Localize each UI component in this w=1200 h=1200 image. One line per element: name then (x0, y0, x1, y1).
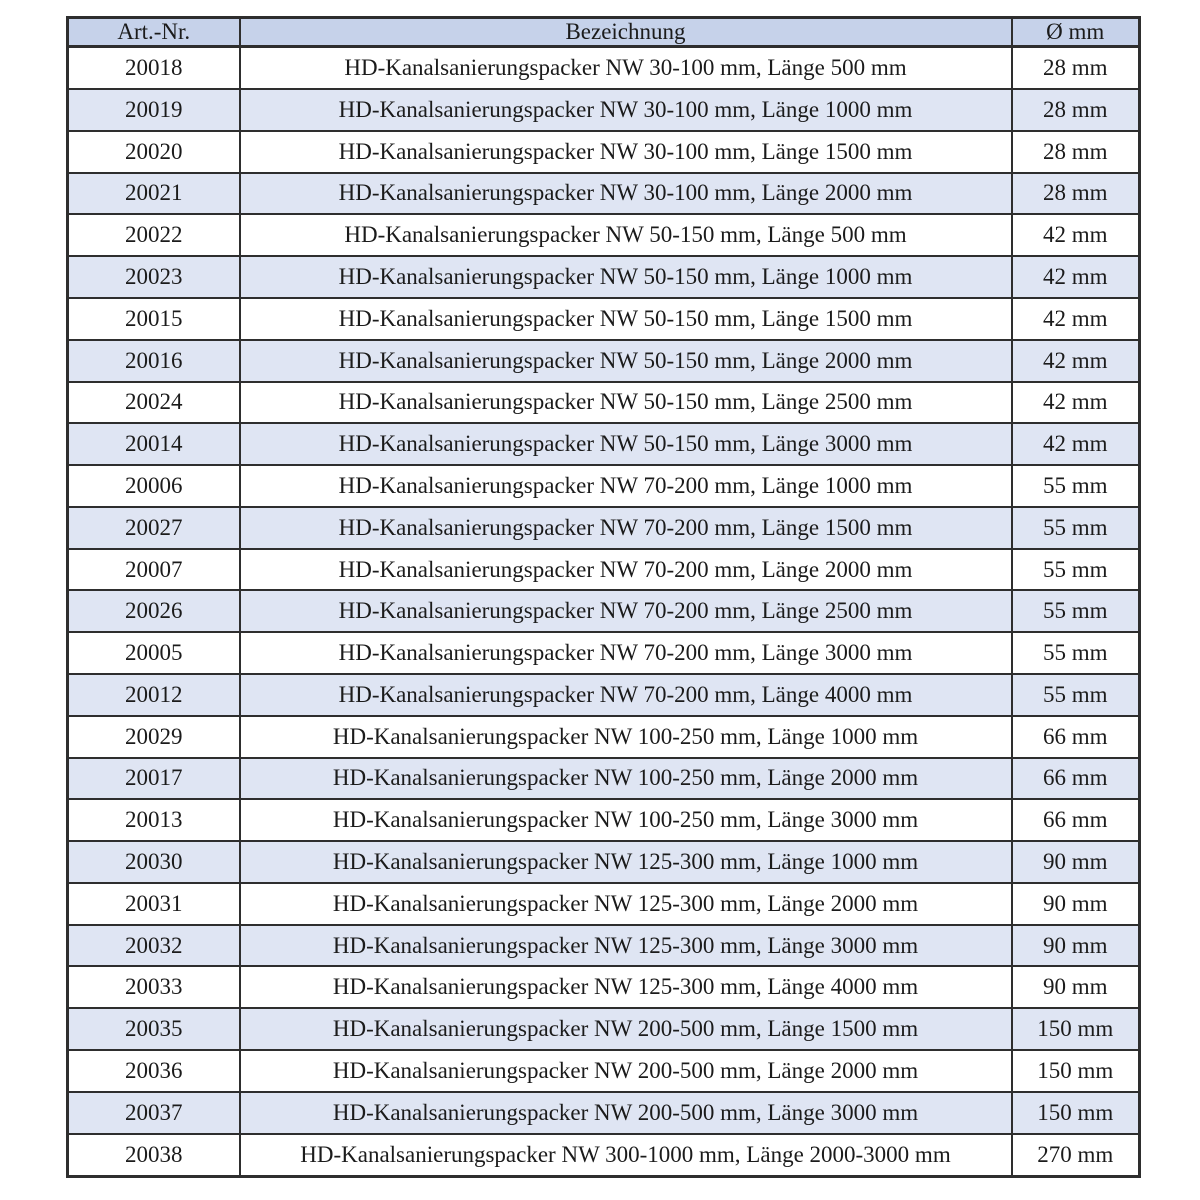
cell-bezeichnung: HD-Kanalsanierungspacker NW 50-150 mm, Länge 500 mm (240, 214, 1012, 256)
cell-bezeichnung: HD-Kanalsanierungspacker NW 30-100 mm, Länge 2000 mm (240, 173, 1012, 215)
cell-bezeichnung: HD-Kanalsanierungspacker NW 200-500 mm, Länge 3000 mm (240, 1092, 1012, 1134)
cell-bezeichnung: HD-Kanalsanierungspacker NW 50-150 mm, Länge 2500 mm (240, 382, 1012, 424)
table-row (68, 632, 1140, 674)
table-row (68, 340, 1140, 382)
cell-diameter: 42 mm (1012, 214, 1140, 256)
cell-art_nr: 20016 (68, 340, 240, 382)
table-row (68, 674, 1140, 716)
cell-bezeichnung: HD-Kanalsanierungspacker NW 30-100 mm, Länge 500 mm (240, 47, 1012, 90)
cell-bezeichnung: HD-Kanalsanierungspacker NW 50-150 mm, Länge 2000 mm (240, 340, 1012, 382)
cell-diameter: 90 mm (1012, 841, 1140, 883)
cell-bezeichnung: HD-Kanalsanierungspacker NW 70-200 mm, Länge 2000 mm (240, 549, 1012, 591)
cell-art_nr: 20015 (68, 298, 240, 340)
cell-diameter: 66 mm (1012, 758, 1140, 800)
table-row (68, 590, 1140, 632)
cell-art_nr: 20030 (68, 841, 240, 883)
cell-diameter: 66 mm (1012, 716, 1140, 758)
table-row (68, 841, 1140, 883)
cell-art_nr: 20033 (68, 966, 240, 1008)
product-table (66, 16, 1141, 1178)
cell-diameter: 42 mm (1012, 256, 1140, 298)
cell-bezeichnung: HD-Kanalsanierungspacker NW 70-200 mm, Länge 2500 mm (240, 590, 1012, 632)
column-header-diameter: Ø mm (1012, 18, 1140, 47)
table-row (68, 549, 1140, 591)
cell-art_nr: 20013 (68, 799, 240, 841)
cell-diameter: 42 mm (1012, 298, 1140, 340)
cell-diameter: 150 mm (1012, 1008, 1140, 1050)
table-row (68, 423, 1140, 465)
cell-diameter: 66 mm (1012, 799, 1140, 841)
cell-bezeichnung: HD-Kanalsanierungspacker NW 50-150 mm, Länge 1500 mm (240, 298, 1012, 340)
column-header-artnr: Art.-Nr. (68, 18, 240, 47)
cell-art_nr: 20031 (68, 883, 240, 925)
cell-diameter: 55 mm (1012, 632, 1140, 674)
table-row (68, 214, 1140, 256)
table-row (68, 966, 1140, 1008)
cell-diameter: 90 mm (1012, 925, 1140, 967)
cell-art_nr: 20014 (68, 423, 240, 465)
cell-art_nr: 20026 (68, 590, 240, 632)
cell-art_nr: 20018 (68, 47, 240, 90)
header-row (68, 18, 1140, 47)
cell-art_nr: 20032 (68, 925, 240, 967)
cell-bezeichnung: HD-Kanalsanierungspacker NW 125-300 mm, Länge 4000 mm (240, 966, 1012, 1008)
table-row (68, 256, 1140, 298)
table-row (68, 382, 1140, 424)
cell-diameter: 42 mm (1012, 423, 1140, 465)
cell-diameter: 55 mm (1012, 507, 1140, 549)
table-row (68, 131, 1140, 173)
cell-bezeichnung: HD-Kanalsanierungspacker NW 200-500 mm, Länge 2000 mm (240, 1050, 1012, 1092)
cell-diameter: 55 mm (1012, 590, 1140, 632)
cell-art_nr: 20007 (68, 549, 240, 591)
table-row (68, 1008, 1140, 1050)
cell-art_nr: 20024 (68, 382, 240, 424)
cell-bezeichnung: HD-Kanalsanierungspacker NW 125-300 mm, Länge 3000 mm (240, 925, 1012, 967)
table-row (68, 1134, 1140, 1177)
cell-bezeichnung: HD-Kanalsanierungspacker NW 70-200 mm, Länge 3000 mm (240, 632, 1012, 674)
cell-diameter: 55 mm (1012, 549, 1140, 591)
cell-art_nr: 20037 (68, 1092, 240, 1134)
cell-art_nr: 20020 (68, 131, 240, 173)
cell-bezeichnung: HD-Kanalsanierungspacker NW 30-100 mm, Länge 1500 mm (240, 131, 1012, 173)
cell-diameter: 42 mm (1012, 340, 1140, 382)
cell-art_nr: 20036 (68, 1050, 240, 1092)
cell-diameter: 28 mm (1012, 47, 1140, 90)
table-row (68, 298, 1140, 340)
cell-bezeichnung: HD-Kanalsanierungspacker NW 70-200 mm, Länge 4000 mm (240, 674, 1012, 716)
table-body (68, 47, 1140, 1177)
cell-diameter: 42 mm (1012, 382, 1140, 424)
cell-bezeichnung: HD-Kanalsanierungspacker NW 70-200 mm, Länge 1000 mm (240, 465, 1012, 507)
cell-diameter: 28 mm (1012, 89, 1140, 131)
table-row (68, 799, 1140, 841)
product-table-container (66, 16, 1138, 1178)
table-row (68, 1092, 1140, 1134)
cell-art_nr: 20029 (68, 716, 240, 758)
cell-diameter: 28 mm (1012, 173, 1140, 215)
cell-art_nr: 20017 (68, 758, 240, 800)
cell-bezeichnung: HD-Kanalsanierungspacker NW 300-1000 mm, Länge 2000-3000 mm (240, 1134, 1012, 1177)
column-header-bezeichnung: Bezeichnung (240, 18, 1012, 47)
cell-diameter: 55 mm (1012, 465, 1140, 507)
cell-bezeichnung: HD-Kanalsanierungspacker NW 50-150 mm, Länge 3000 mm (240, 423, 1012, 465)
cell-art_nr: 20038 (68, 1134, 240, 1177)
table-row (68, 465, 1140, 507)
cell-art_nr: 20019 (68, 89, 240, 131)
cell-bezeichnung: HD-Kanalsanierungspacker NW 70-200 mm, Länge 1500 mm (240, 507, 1012, 549)
table-header (68, 18, 1140, 47)
cell-art_nr: 20022 (68, 214, 240, 256)
table-row (68, 173, 1140, 215)
table-row (68, 758, 1140, 800)
table-row (68, 47, 1140, 90)
cell-bezeichnung: HD-Kanalsanierungspacker NW 125-300 mm, Länge 1000 mm (240, 841, 1012, 883)
cell-bezeichnung: HD-Kanalsanierungspacker NW 100-250 mm, Länge 1000 mm (240, 716, 1012, 758)
table-row (68, 1050, 1140, 1092)
cell-bezeichnung: HD-Kanalsanierungspacker NW 50-150 mm, Länge 1000 mm (240, 256, 1012, 298)
cell-art_nr: 20012 (68, 674, 240, 716)
cell-diameter: 90 mm (1012, 966, 1140, 1008)
cell-bezeichnung: HD-Kanalsanierungspacker NW 100-250 mm, Länge 2000 mm (240, 758, 1012, 800)
cell-diameter: 150 mm (1012, 1050, 1140, 1092)
cell-art_nr: 20005 (68, 632, 240, 674)
cell-bezeichnung: HD-Kanalsanierungspacker NW 100-250 mm, Länge 3000 mm (240, 799, 1012, 841)
table-row (68, 925, 1140, 967)
cell-bezeichnung: HD-Kanalsanierungspacker NW 30-100 mm, Länge 1000 mm (240, 89, 1012, 131)
cell-art_nr: 20006 (68, 465, 240, 507)
cell-diameter: 270 mm (1012, 1134, 1140, 1177)
cell-diameter: 28 mm (1012, 131, 1140, 173)
cell-bezeichnung: HD-Kanalsanierungspacker NW 125-300 mm, Länge 2000 mm (240, 883, 1012, 925)
table-row (68, 507, 1140, 549)
table-row (68, 716, 1140, 758)
cell-diameter: 150 mm (1012, 1092, 1140, 1134)
cell-diameter: 90 mm (1012, 883, 1140, 925)
cell-bezeichnung: HD-Kanalsanierungspacker NW 200-500 mm, Länge 1500 mm (240, 1008, 1012, 1050)
cell-art_nr: 20021 (68, 173, 240, 215)
cell-art_nr: 20023 (68, 256, 240, 298)
table-row (68, 89, 1140, 131)
cell-art_nr: 20027 (68, 507, 240, 549)
cell-art_nr: 20035 (68, 1008, 240, 1050)
cell-diameter: 55 mm (1012, 674, 1140, 716)
table-row (68, 883, 1140, 925)
